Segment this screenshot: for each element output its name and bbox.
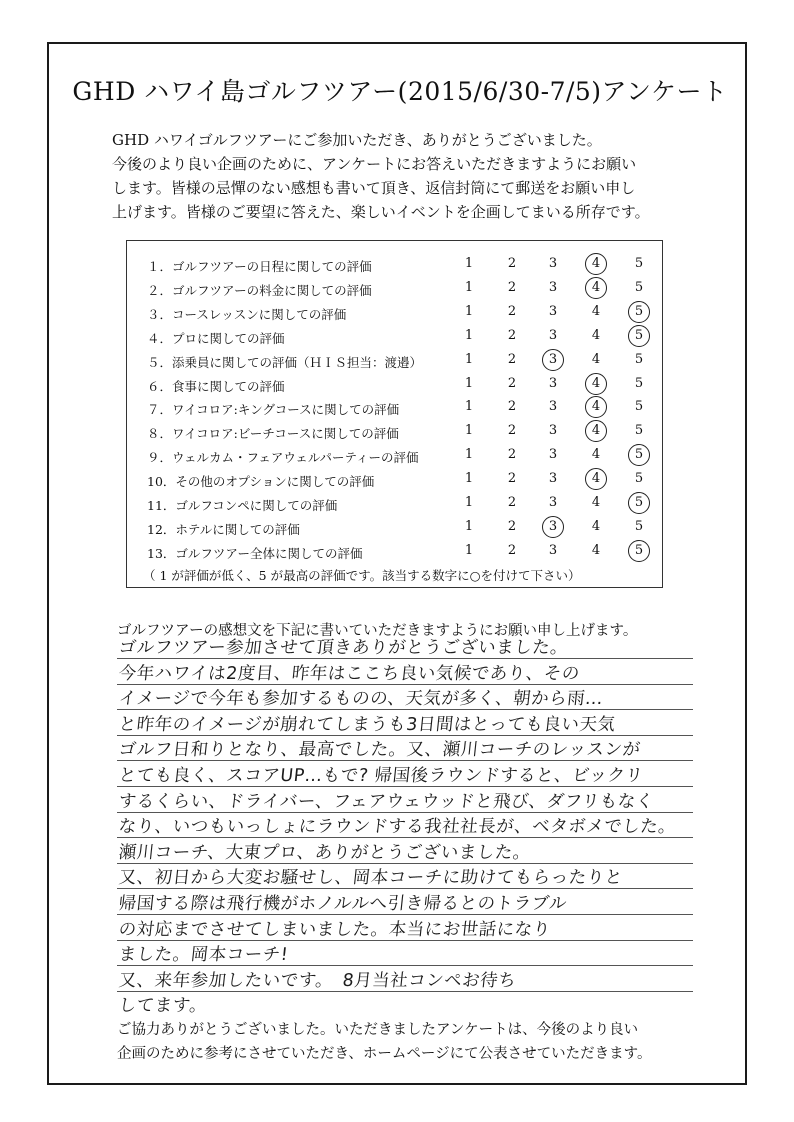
rating-option-4[interactable]: 4 (591, 399, 601, 415)
rating-option-3[interactable]: 3 (548, 256, 558, 271)
rating-option-4[interactable]: 4 (591, 351, 601, 367)
rating-option-4[interactable]: 4 (591, 447, 601, 463)
rating-row (127, 253, 664, 277)
rating-option-4[interactable]: 4 (591, 279, 601, 295)
intro-line: します。皆様の忌憚のない感想も書いて頂き、返信封筒にて郵送をお願い申し (112, 179, 636, 197)
selected-rating-circle (628, 444, 650, 466)
rating-question-label: 12．ホテルに関しての評価 (147, 521, 300, 537)
rating-option-3[interactable]: 3 (548, 303, 558, 319)
rating-option-1[interactable]: 1 (464, 518, 474, 534)
rating-option-2[interactable]: 2 (507, 518, 517, 534)
rating-option-2[interactable]: 2 (507, 495, 517, 510)
rating-option-2[interactable]: 2 (507, 542, 517, 558)
handwritten-comment-line: 又、来年参加したいです。 8月当社コンペお待ち (117, 970, 518, 991)
rating-row (127, 301, 664, 325)
rating-option-3[interactable]: 3 (548, 351, 558, 367)
rating-question-label: 11．ゴルフコンペに関しての評価 (147, 498, 338, 513)
rating-option-2[interactable]: 2 (507, 375, 517, 391)
selected-rating-circle (628, 301, 650, 323)
rating-question-label: ６．食事に関しての評価 (147, 378, 285, 394)
rating-option-5[interactable]: 5 (634, 279, 644, 295)
rating-option-2[interactable]: 2 (507, 327, 517, 343)
rating-option-4[interactable]: 4 (591, 303, 601, 319)
rating-row (127, 325, 664, 349)
rating-question-label: ５．添乗員に関しての評価（ＨＩＳ担当：渡邉） (147, 354, 423, 370)
handwritten-comment-line: するくらい、ドライバー、フェアウェウッドと飛び、ダフリもなく (117, 791, 655, 812)
rating-option-1[interactable]: 1 (464, 375, 474, 391)
handwritten-comment-line: なり、いつもいっしょにラウンドする我社社長が、ベタボメでした。 (117, 817, 678, 838)
rating-row (127, 420, 664, 444)
rating-option-5[interactable]: 5 (634, 303, 644, 319)
intro-line: GHD ハワイゴルフツアーにご参加いただき、ありがとうございました。 (112, 131, 602, 149)
rating-option-3[interactable]: 3 (548, 518, 558, 534)
rating-option-1[interactable]: 1 (464, 351, 474, 367)
rating-option-1[interactable]: 1 (464, 495, 474, 510)
rating-row (127, 277, 664, 301)
rating-option-1[interactable]: 1 (464, 471, 474, 487)
rating-option-5[interactable]: 5 (634, 518, 644, 534)
rating-option-2[interactable]: 2 (507, 303, 517, 319)
rating-option-1[interactable]: 1 (464, 279, 474, 295)
selected-rating-circle (585, 277, 607, 299)
rating-option-5[interactable]: 5 (634, 351, 644, 367)
rating-option-1[interactable]: 1 (464, 303, 474, 319)
intro-line: 上げます。皆様のご要望に答えた、楽しいイベントを企画してまいる所存です。 (112, 203, 650, 221)
rating-option-5[interactable]: 5 (634, 423, 644, 439)
rating-option-5[interactable]: 5 (634, 471, 644, 487)
selected-rating-circle (585, 420, 607, 442)
rating-option-2[interactable]: 2 (507, 399, 517, 415)
rating-option-1[interactable]: 1 (464, 447, 474, 463)
closing-text (117, 1018, 651, 1066)
handwritten-comment-line: 瀬川コーチ、大東プロ、ありがとうございました。 (117, 842, 532, 863)
selected-rating-circle (585, 396, 607, 418)
closing-line: 企画のために参考にさせていただき、ホームページにて公表させていただきます。 (117, 1046, 652, 1062)
handwritten-comment-line: とても良く、スコアUP…もで? 帰国後ラウンドすると、ビックリ (117, 766, 645, 786)
rating-question-label: ４．プロに関しての評価 (147, 330, 285, 346)
rating-option-3[interactable]: 3 (548, 279, 558, 295)
page-title: GHD ハワイ島ゴルフツアー(2015/6/30-7/5)アンケート (72, 77, 728, 106)
rating-option-5[interactable]: 5 (634, 542, 644, 558)
intro-line: 今後のより良い企画のために、アンケートにお答えいただきますようにお願い (112, 155, 637, 173)
rating-question-label: 13．ゴルフツアー全体に関しての評価 (147, 545, 363, 561)
rating-option-5[interactable]: 5 (634, 256, 644, 271)
rating-option-2[interactable]: 2 (507, 423, 517, 439)
handwritten-comment-line: と昨年のイメージが崩れてしまうも3日間はとっても良い天気 (117, 714, 617, 735)
rating-instructions: （ 1 が評価が低く、5 が最高の評価です。該当する数字に○を付けて下さい） (143, 568, 581, 583)
rating-option-4[interactable]: 4 (591, 518, 601, 534)
intro-text (112, 128, 702, 224)
selected-rating-circle (585, 468, 607, 490)
rating-option-5[interactable]: 5 (634, 447, 644, 463)
rating-row (127, 492, 664, 516)
rating-question-label: ７．ワイコロア:キングコースに関しての評価 (147, 402, 400, 418)
selected-rating-circle (542, 516, 564, 538)
rating-row (127, 373, 664, 397)
rating-option-3[interactable]: 3 (548, 542, 558, 558)
handwritten-comment-line: ゴルフ日和りとなり、最高でした。又、瀬川コーチのレッスンが (117, 740, 642, 761)
rating-question-label: ９．ウェルカム・フェアウェルパーティーの評価 (147, 450, 419, 466)
selected-rating-circle (542, 349, 564, 371)
rating-option-2[interactable]: 2 (507, 471, 517, 487)
rating-row (127, 396, 664, 420)
rating-option-2[interactable]: 2 (507, 351, 517, 367)
handwritten-comment-line: してます。 (117, 996, 209, 1017)
rating-option-2[interactable]: 2 (507, 256, 517, 271)
rating-question-label: ２．ゴルフツアーの料金に関しての評価 (147, 282, 372, 298)
closing-line: ご協力ありがとうございました。いただきましたアンケートは、今後のより良い (117, 1022, 639, 1038)
rating-row (127, 540, 664, 564)
rating-option-5[interactable]: 5 (634, 399, 644, 415)
rating-question-label: 10．その他のオプションに関しての評価 (147, 474, 375, 490)
handwritten-comment-line: イメージで今年も参加するものの、天気が多く、朝から雨… (117, 689, 605, 710)
rating-option-1[interactable]: 1 (464, 542, 474, 558)
rating-question-label: １．ゴルフツアーの日程に関しての評価 (147, 259, 372, 274)
rating-option-5[interactable]: 5 (634, 495, 644, 510)
rating-option-3[interactable]: 3 (548, 375, 558, 391)
selected-rating-circle (585, 253, 607, 275)
rating-row (127, 468, 664, 492)
rating-row (127, 516, 664, 540)
selected-rating-circle (628, 492, 650, 514)
handwritten-comment-line: の対応までさせてしまいました。本当にお世話になり (117, 919, 552, 940)
rating-row (127, 349, 664, 373)
rating-option-4[interactable]: 4 (591, 375, 601, 391)
handwritten-comment-line: 帰国する際は飛行機がホノルルへ引き帰るとのトラブル (117, 894, 568, 914)
selected-rating-circle (628, 325, 650, 347)
rating-question-label: ３．コースレッスンに関しての評価 (147, 306, 347, 322)
rating-option-3[interactable]: 3 (548, 423, 558, 439)
rating-option-4[interactable]: 4 (591, 495, 601, 510)
rating-option-2[interactable]: 2 (507, 447, 517, 463)
selected-rating-circle (628, 540, 650, 562)
rating-option-4[interactable]: 4 (591, 256, 601, 271)
handwritten-comment-line: ゴルフツアー参加させて頂きありがとうございました。 (117, 638, 570, 658)
rating-option-4[interactable]: 4 (591, 471, 601, 487)
rating-option-4[interactable]: 4 (591, 542, 601, 558)
rating-option-3[interactable]: 3 (548, 399, 558, 415)
rating-option-3[interactable]: 3 (548, 471, 558, 487)
rating-option-5[interactable]: 5 (634, 375, 644, 391)
rating-option-1[interactable]: 1 (464, 256, 474, 271)
handwritten-comment-line: 又、初日から大変お騒せし、岡本コーチに助けてもらったりと (117, 868, 624, 889)
handwritten-comment-line: ました。岡本コーチ! (117, 945, 290, 966)
rating-option-3[interactable]: 3 (548, 327, 558, 343)
rating-option-5[interactable]: 5 (634, 327, 644, 343)
rating-option-1[interactable]: 1 (464, 399, 474, 415)
rating-option-3[interactable]: 3 (548, 495, 558, 510)
rating-row (127, 444, 664, 468)
rating-option-1[interactable]: 1 (464, 327, 474, 343)
rating-option-4[interactable]: 4 (591, 327, 601, 343)
selected-rating-circle (585, 373, 607, 395)
comment-heading: ゴルフツアーの感想文を下記に書いていただきますようにお願い申し上げます。 (117, 623, 638, 639)
rating-table (126, 240, 663, 588)
rating-option-2[interactable]: 2 (507, 279, 517, 295)
rating-question-label: ８．ワイコロア:ビーチコースに関しての評価 (147, 426, 399, 442)
rating-option-4[interactable]: 4 (591, 423, 601, 439)
rating-option-1[interactable]: 1 (464, 423, 474, 439)
rating-option-3[interactable]: 3 (548, 447, 558, 463)
handwritten-comment-line: 今年ハワイは2度目、昨年はここち良い気候であり、その (117, 663, 581, 684)
